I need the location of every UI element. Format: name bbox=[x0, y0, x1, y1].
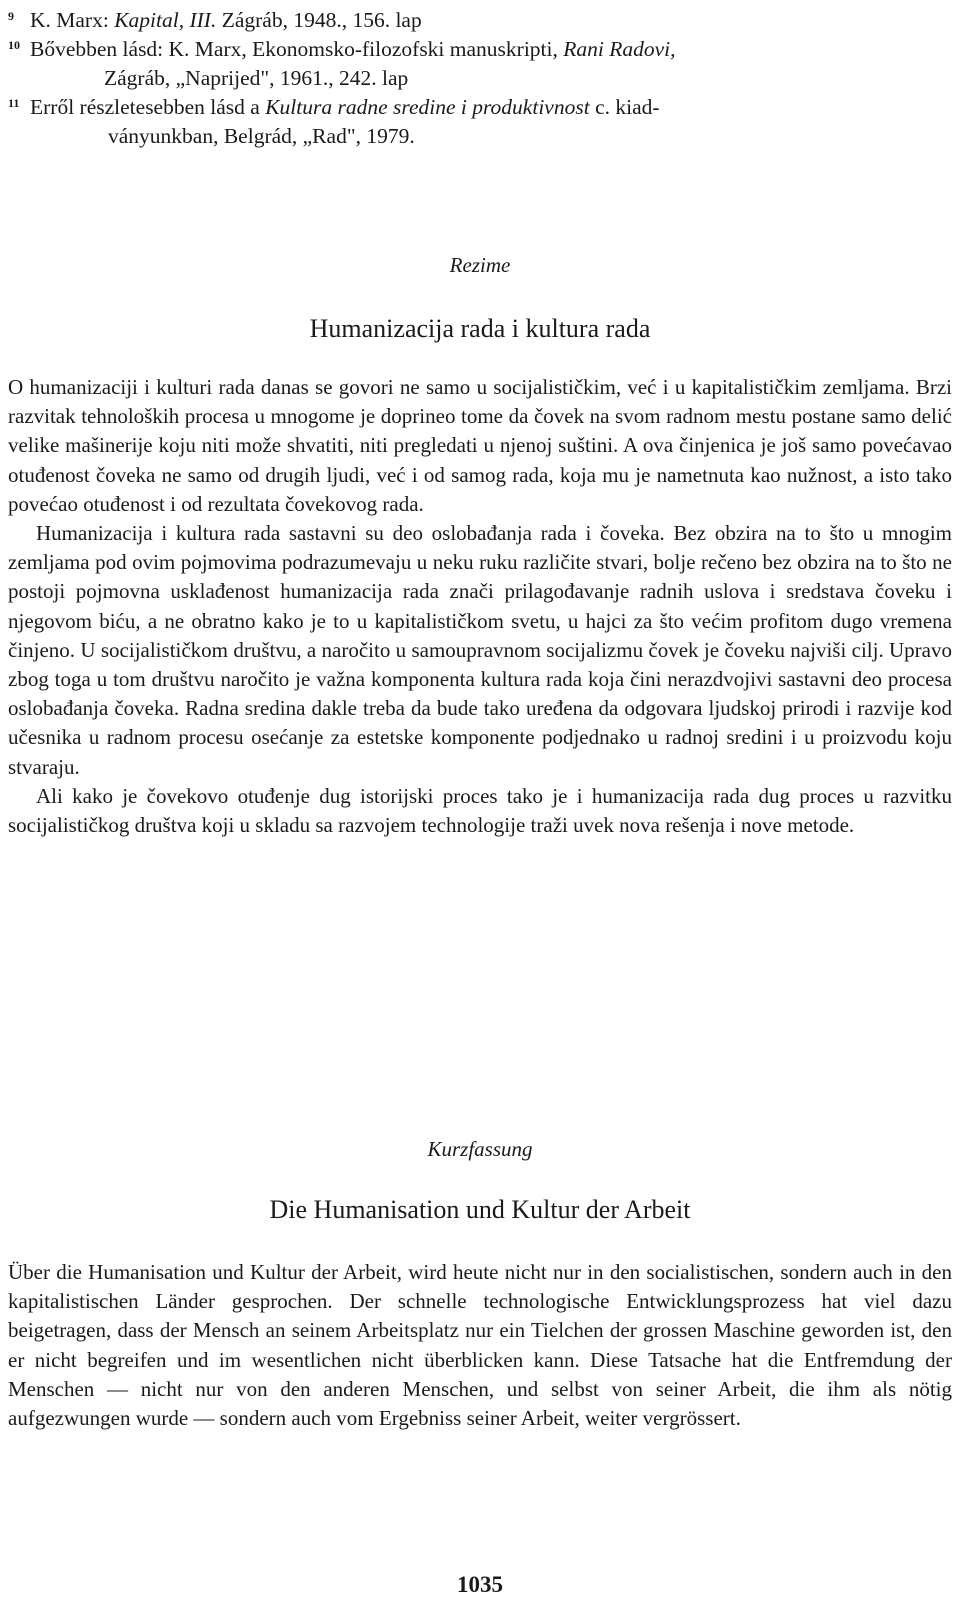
footnote-continuation: ványunkban, Belgrád, „Rad", 1979. bbox=[108, 124, 415, 148]
rezime-paragraph-1: O humanizaciji i kulturi rada danas se govori ne samo u socijalističkim, već i u kapitalističkim zemljama. Brzi razvitak tehnoloških procesa u mnogome je doprineo tome da čovek na svom radnom mestu postane samo delić velike mašinerije koju niti može shvatiti, niti pregledati u njenoj suštini. A ova činjenica je još samo povećavao otuđenost čoveka ne samo od drugih ljudi, već i od samog rada, koja mu je nametnuta kao nužnost, a isto tako povećao otuđenost i od rezultata čovekovog rada. bbox=[8, 375, 952, 516]
rezime-title: Humanizacija rada i kultura rada bbox=[309, 314, 651, 343]
kurzfassung-body bbox=[8, 1258, 952, 1433]
footnote-text: Bővebben lásd: K. Marx, Ekonomsko-filozofski manuskripti, bbox=[30, 37, 564, 61]
footnote-number: 9 bbox=[8, 9, 14, 23]
kurzfassung-paragraph-1: Über die Humanisation und Kultur der Arbeit, wird heute nicht nur in den socialistischen, sondern auch in den kapitalistischen Länder gesprochen. Der schnelle technologische Entwicklungsprozess hat viel dazu beigetragen, dass der Mensch an seinem Arbeitsplatz nur ein Tielchen der grossen Maschine geworden ist, den er nicht begreifen und im wesentlichen nicht überblicken kann. Diese Tatsache hat die Entfremdung der Menschen — nicht nur von den anderen Menschen, und selbst von seiner Arbeit, die ihm als nötig aufgezwungen wurde — sondern auch vom Ergebniss seiner Arbeit, weiter vergrössert. bbox=[8, 1260, 952, 1431]
rezime-paragraph-3: Ali kako je čovekovo otuđenje dug istorijski proces tako je i humanizacija rada dug proces u razvitku socijalističkog društva koji u skladu sa razvojem technologije traži uvek nova rešenja i nove metode. bbox=[8, 783, 952, 838]
footnote-continuation: Zágráb, „Naprijed", 1961., 242. lap bbox=[104, 66, 409, 90]
kurzfassung-label: Kurzfassung bbox=[427, 1137, 533, 1161]
footnote-italic: Kapital, III. bbox=[114, 8, 217, 32]
footnote-text: c. kiad- bbox=[589, 95, 660, 119]
footnote-italic: Rani Radovi, bbox=[563, 37, 676, 61]
rezime-body bbox=[8, 373, 952, 840]
footnote-number: 10 bbox=[8, 38, 20, 52]
footnote-text: K. Marx: bbox=[30, 8, 115, 32]
footnote-10 bbox=[8, 35, 952, 93]
footnote-number: 11 bbox=[8, 96, 20, 110]
kurzfassung-title: Die Humanisation und Kultur der Arbeit bbox=[269, 1195, 691, 1224]
rezime-paragraph-2: Humanizacija i kultura rada sastavni su deo oslobađanja rada i čoveka. Bez obzira na to što u mnogim zemljama pod ovim pojmovima podrazumevaju u neku ruku različite stvari, bolje rečeno bez obzira na to što ne postoji pojmovna usklađenost humanizacija rada znači prilagođavanje radnih uslova i sredstava čoveku i njegovom biću, a ne obratno kako je to u kapitalističkom svetu, u hajci za što većim profitom dugo vremena činjeno. U socijalističkom društvu, a naročito u samoupravnom socijalizmu čovek je čoveku najviši cilj. Upravo zbog toga u tom društvu naročito je važna komponenta kultura rada koja čini nerazdvojivi sastavni deo procesa oslobađanja čoveka. Radna sredina dakle treba da bude tako uređena da odgovara ljudskoj prirodi i razvije kod učesnika u radnom procesu osećanje za estetske komponente podjednako u radnoj sredini i u proizvodu koju stvaraju. bbox=[8, 521, 952, 779]
page-number: 1035 bbox=[457, 1572, 503, 1597]
footnote-text: Zágráb, 1948., 156. lap bbox=[216, 8, 422, 32]
footnotes bbox=[8, 6, 952, 151]
footnote-11 bbox=[8, 93, 952, 151]
rezime-label: Rezime bbox=[449, 253, 511, 277]
footnote-9 bbox=[8, 6, 952, 35]
footnote-italic: Kultura radne sredine i produktivnost bbox=[265, 95, 590, 119]
footnote-text: Erről részletesebben lásd a bbox=[30, 95, 266, 119]
